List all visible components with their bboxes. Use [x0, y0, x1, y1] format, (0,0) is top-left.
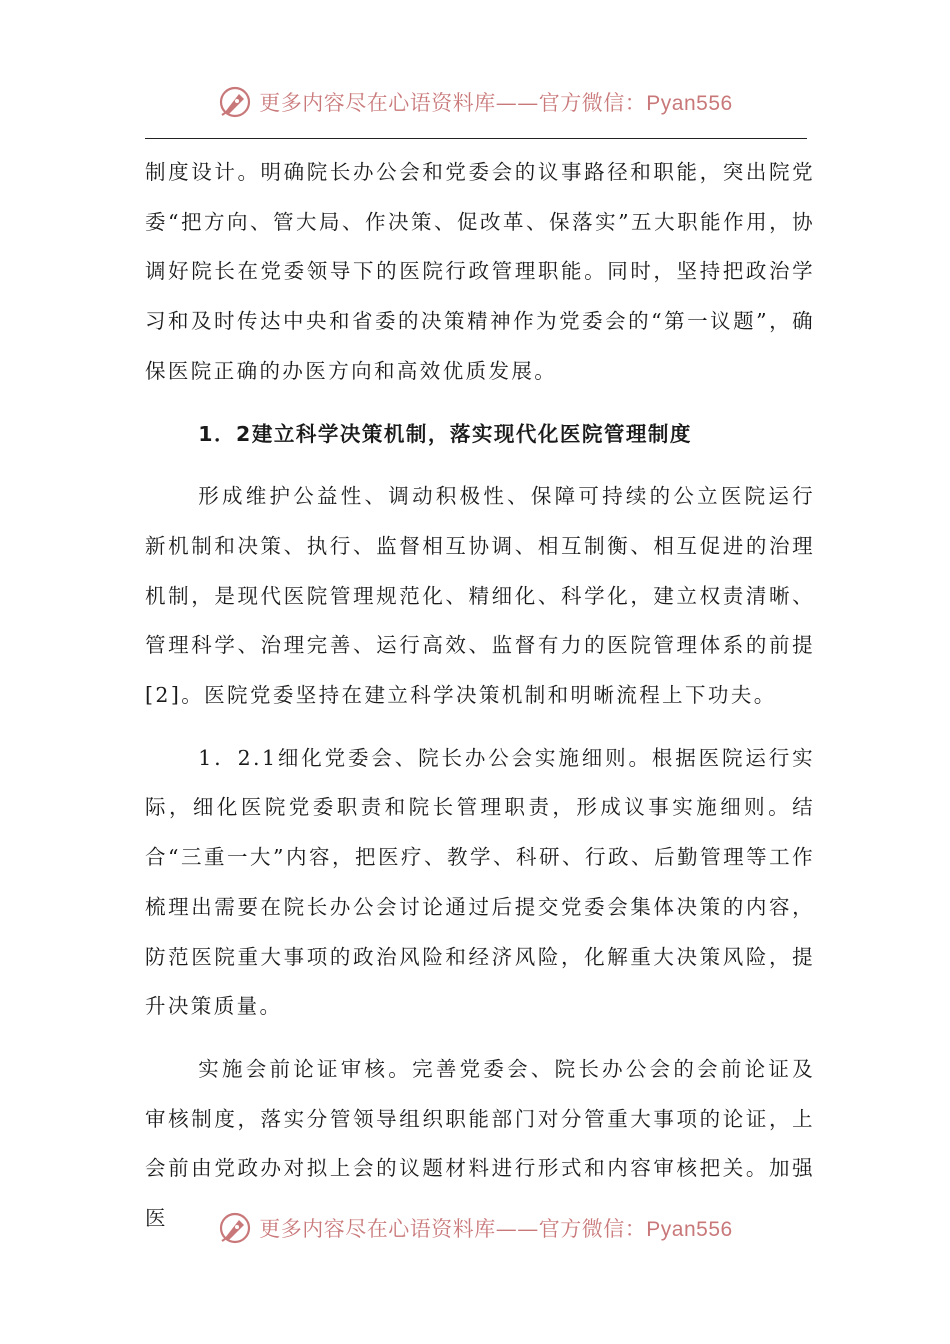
document-body	[145, 148, 815, 1244]
banner-main-text: 更多内容尽在心语资料库——官方微信：	[259, 91, 647, 115]
paragraph-4: 实施会前论证审核。完善党委会、院长办公会的会前论证及审核制度，落实分管领导组织职能部门对分管重大事项的论证，上会前由党政办对拟上会的议题材料进行形式和内容审核把关。加强医	[145, 1056, 815, 1231]
banner-main-text: 更多内容尽在心语资料库——官方微信：	[259, 1217, 647, 1241]
pen-nib-logo-icon	[217, 1210, 253, 1246]
header-banner	[0, 82, 950, 122]
banner-wechat-id: Pyan556	[646, 1218, 733, 1241]
pen-nib-logo-icon	[217, 84, 253, 120]
banner-text	[259, 1213, 732, 1243]
banner-text	[259, 87, 732, 117]
header-divider	[145, 138, 807, 139]
section-heading: 1．2建立科学决策机制，落实现代化医院管理制度	[198, 421, 692, 446]
paragraph-2: 形成维护公益性、调动积极性、保障可持续的公立医院运行新机制和决策、执行、监督相互协调、相互制衡、相互促进的治理机制，是现代医院管理规范化、精细化、科学化，建立权责清晰、管理科学、治理完善、运行高效、监督有力的医院管理体系的前提[2]。医院党委坚持在建立科学决策机制和明晰流程上下功夫。	[145, 484, 815, 708]
banner-wechat-id: Pyan556	[646, 92, 733, 115]
paragraph-3: 1．2.1细化党委会、院长办公会实施细则。根据医院运行实际，细化医院党委职责和院长管理职责，形成议事实施细则。结合“三重一大”内容，把医疗、教学、科研、行政、后勤管理等工作梳理出需要在院长办公会讨论通过后提交党委会集体决策的内容，防范医院重大事项的政治风险和经济风险，化解重大决策风险，提升决策质量。	[145, 745, 815, 1019]
paragraph-1: 制度设计。明确院长办公会和党委会的议事路径和职能，突出院党委“把方向、管大局、作决策、促改革、保落实”五大职能作用，协调好院长在党委领导下的医院行政管理职能。同时，坚持把政治学习和及时传达中央和省委的决策精神作为党委会的“第一议题”，确保医院正确的办医方向和高效优质发展。	[145, 160, 815, 383]
footer-banner	[0, 1208, 950, 1248]
